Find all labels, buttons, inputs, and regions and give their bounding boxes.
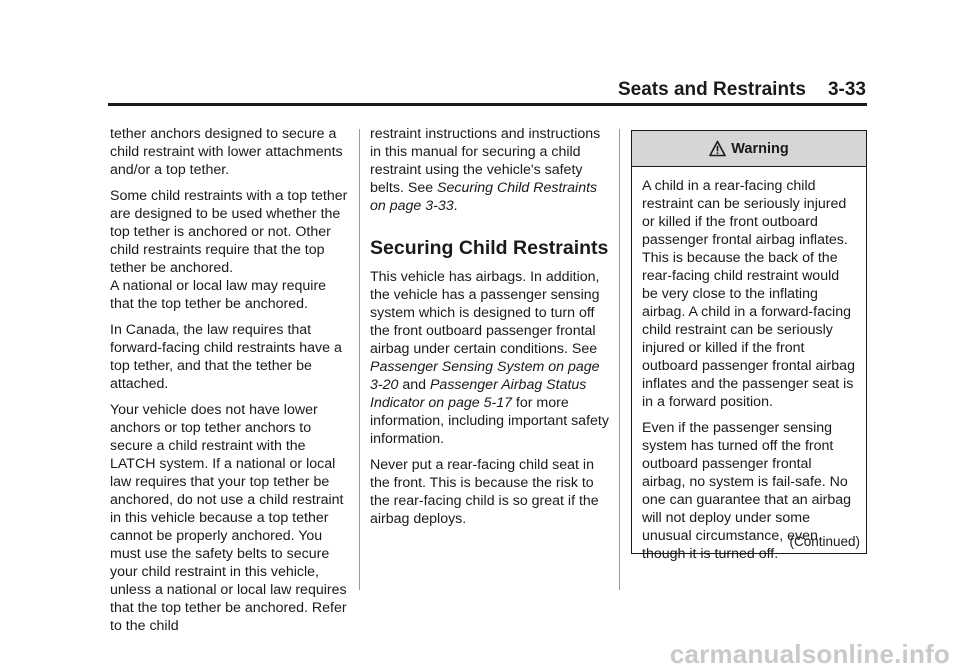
warning-triangle-icon bbox=[709, 140, 726, 157]
warning-header bbox=[632, 131, 866, 167]
paragraph: Never put a rear-facing child seat in the front. This is because the risk to the rear-facing child is so great if the airbag deploys. bbox=[370, 457, 599, 527]
cross-reference-link[interactable]: Securing Child Restraints on page 3-33 bbox=[370, 180, 598, 214]
warning-box bbox=[631, 130, 867, 562]
paragraph-text: This vehicle has airbags. In addition, the vehicle has a passenger sensing system which is designed to turn off the front outboard passenger frontal airbag under certain conditions. See bbox=[370, 269, 600, 357]
warning-body bbox=[632, 167, 866, 563]
paragraph-text: A national or local law may require that the top tether be anchored. bbox=[110, 278, 327, 312]
paragraph bbox=[110, 187, 350, 313]
cross-reference-link[interactable]: Passenger Sensing System on page 3-20 bbox=[370, 359, 600, 393]
page-header bbox=[600, 79, 866, 101]
paragraph-text: and bbox=[398, 377, 430, 393]
warning-paragraph: Even if the passenger sensing system has turned off the front outboard passenger frontal airbag, no system is fail-safe. No one can guarantee that an airbag will not deploy under some unusual circumstance, even though it is turned off. bbox=[642, 420, 852, 562]
paragraph: tether anchors designed to secure a child restraint with lower attachments and/or a top tether. bbox=[110, 126, 343, 178]
watermark: carmanualsonline.info bbox=[669, 639, 950, 669]
column-divider bbox=[359, 129, 360, 590]
paragraph: In Canada, the law requires that forward-facing child restraints have a top tether, and that the tether be attached. bbox=[110, 322, 342, 392]
column-divider bbox=[619, 129, 620, 590]
paragraph bbox=[370, 268, 610, 448]
paragraph: Your vehicle does not have lower anchors or top tether anchors to secure a child restraint with the LATCH system. If a national or local law requires that your top tether be anchored, do not use a child restraint in this vehicle because a top tether cannot be properly anchored. You must use the safety belts to secure your child restraint in this vehicle, unless a national or local law requires that the top tether be anchored. Refer to the child bbox=[110, 402, 347, 634]
section-title: Seats and Restraints bbox=[618, 79, 806, 100]
warning-paragraph: A child in a rear-facing child restraint can be seriously injured or killed if the front outboard passenger frontal airbag inflates. This is because the back of the rear-facing child restraint would be very close to the inflating airbag. A child in a forward-facing child restraint can be seriously injured or killed if the front outboard passenger frontal airbag inflates and the passenger seat is in a forward position. bbox=[642, 178, 855, 410]
text-column-left bbox=[110, 125, 350, 643]
paragraph-text: restraint instructions and instructions in this manual for securing a child restraint using the vehicle's safety belts. See bbox=[370, 126, 601, 196]
cross-reference-link[interactable]: Passenger Airbag Status Indicator on page 5-17 bbox=[370, 377, 587, 411]
text-column-middle bbox=[370, 125, 610, 536]
section-heading: Securing Child Restraints bbox=[370, 237, 609, 259]
paragraph-text: Some child restraints with a top tether are designed to be used whether the top tether is anchored or not. Other child restraints require that the top tether be anchored. bbox=[110, 188, 348, 276]
paragraph bbox=[370, 125, 610, 215]
page-number: 3-33 bbox=[827, 79, 866, 100]
paragraph-text: for more information, including important safety information. bbox=[370, 395, 609, 447]
continued-label: (Continued) bbox=[789, 534, 860, 549]
header-rule bbox=[108, 103, 867, 106]
warning-title: Warning bbox=[731, 140, 789, 157]
paragraph-text: . bbox=[453, 198, 458, 214]
